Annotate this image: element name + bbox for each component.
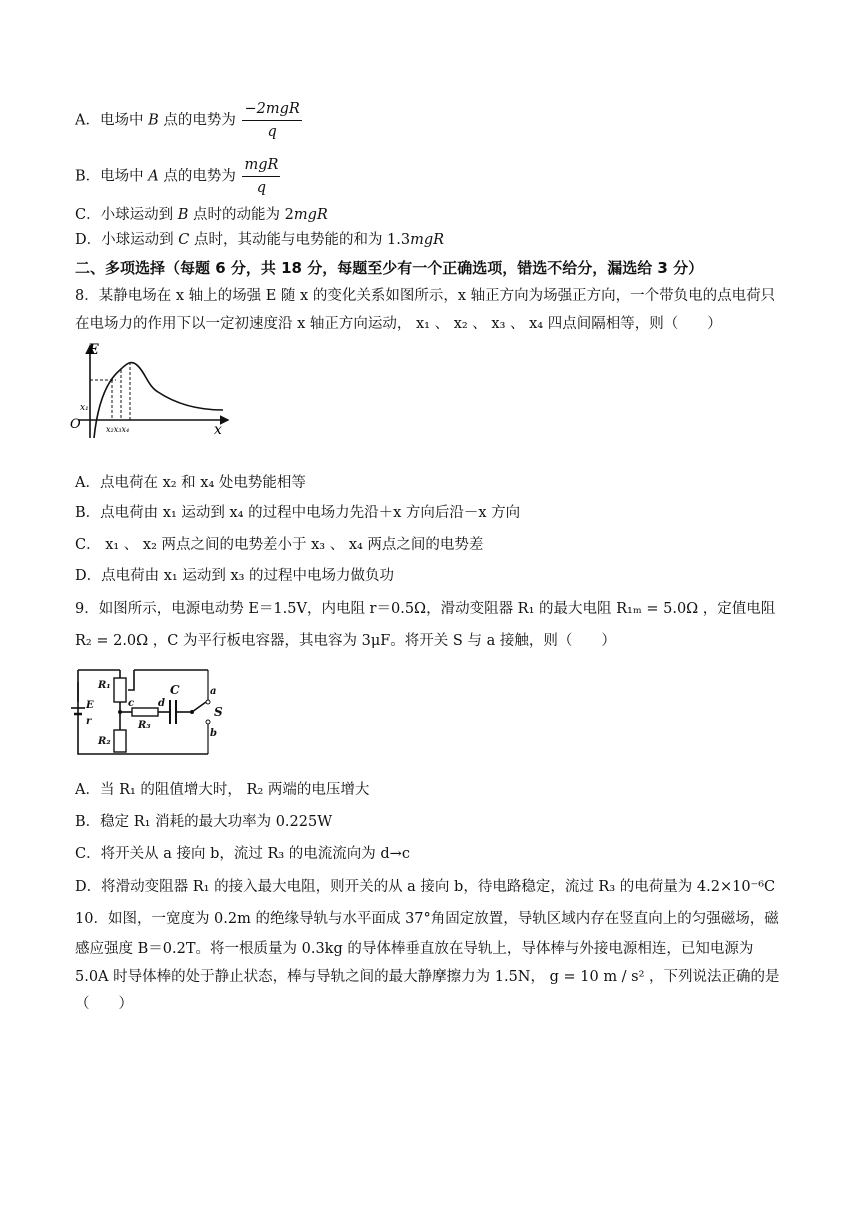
q9-stem-line1: 9．如图所示，电源电动势 E＝1.5V，内电阻 r＝0.5Ω，滑动变阻器 R₁ 的最大电阻 R₁ₘ = 5.0Ω ，定值电阻: [75, 601, 776, 617]
q10-stem-line2: 感应强度 B＝0.2T。将一根质量为 0.3kg 的导体棒垂直放在导轨上，导体棒与外接电源相连，已知电源为: [75, 941, 754, 957]
q7-b-var: A: [148, 168, 159, 185]
switch-label: S: [214, 705, 223, 719]
node-c-label: c: [128, 698, 135, 709]
q7-option-b: [75, 154, 280, 199]
r2-label: R₂: [98, 736, 111, 747]
q9-option-c: C．将开关从 a 接向 b，流过 R₃ 的电流流向为 d→c: [75, 846, 410, 862]
q7-a-numerator: −2mgR: [242, 98, 301, 121]
internal-r-label: r: [86, 716, 92, 727]
capacitor-label: C: [170, 683, 180, 697]
q8-e-x-graph: [68, 340, 238, 440]
q7-b-prefix: B．电场中: [75, 168, 144, 185]
r3-label: R₃: [138, 720, 151, 731]
x-axis-label: x: [214, 422, 222, 438]
x1-label: x₁: [80, 403, 89, 413]
q8-stem-line2: 在电场力的作用下以一定初速度沿 x 轴正方向运动， x₁ 、 x₂ 、 x₃ 、 x₄ 四点间隔相等，则（ ）: [75, 316, 722, 332]
q8-stem-line1: 8．某静电场在 x 轴上的场强 E 随 x 的变化关系如图所示，x 轴正方向为场强正方向，一个带负电的点电荷只: [75, 288, 776, 304]
q8-option-a: A．点电荷在 x₂ 和 x₄ 处电势能相等: [75, 475, 306, 491]
section-2-heading: 二、多项选择（每题 6 分，共 18 分，每题至少有一个正确选项，错选不给分，漏选给 3 分）: [75, 259, 704, 277]
q7-a-prefix: A．电场中: [75, 112, 144, 129]
q8-option-b: B．点电荷由 x₁ 运动到 x₄ 的过程中电场力先沿＋x 方向后沿－x 方向: [75, 505, 521, 521]
tick-labels: x₂x₃x₄: [106, 425, 130, 434]
q10-stem-line4: （ ）: [75, 996, 133, 1012]
q8-option-c: C． x₁ 、 x₂ 两点之间的电势差小于 x₃ 、 x₄ 两点之间的电势差: [75, 537, 484, 553]
contact-b: [206, 720, 210, 724]
q7-a-var: B: [148, 112, 159, 129]
q7-a-mid: 点的电势为: [163, 112, 236, 129]
node-d-label: d: [158, 698, 165, 709]
q7-b-denominator: q: [256, 180, 267, 196]
q7-c-val: mgR: [293, 207, 328, 223]
r1-resistor: [114, 678, 126, 702]
r1-slider: [128, 670, 134, 690]
q9-circuit-diagram: [70, 662, 230, 762]
q7-c-tail: 点时的动能为 2: [192, 207, 294, 223]
q10-stem-line3: 5.0A 时导体棒的处于静止状态，棒与导轨之间的最大静摩擦力为 1.5N， g = 10 m / s² ，下列说法正确的是: [75, 969, 780, 985]
q7-b-fraction: [242, 154, 280, 199]
q7-d-var: C: [178, 232, 190, 248]
e-axis-label: E: [88, 342, 99, 358]
switch-blade: [192, 702, 206, 712]
contact-a: [206, 700, 210, 704]
q7-option-a: [75, 98, 302, 143]
r1-label: R₁: [98, 680, 111, 691]
node-c: [118, 710, 122, 714]
q9-option-d: D．将滑动变阻器 R₁ 的接入最大电阻，则开关的从 a 接向 b，待电路稳定，流过 R₃ 的电荷量为 4.2×10⁻⁶C: [75, 879, 776, 895]
contact-a-label: a: [210, 686, 217, 697]
q9-option-b: B．稳定 R₁ 消耗的最大功率为 0.225W: [75, 814, 333, 830]
q7-d-tail: 点时，其动能与电势能的和为 1.3: [193, 232, 411, 248]
q7-c-var: B: [177, 207, 189, 223]
q7-option-d: [75, 230, 444, 250]
q7-d-val: mgR: [410, 232, 445, 248]
q7-a-denominator: q: [267, 124, 277, 140]
q9-option-a: A．当 R₁ 的阻值增大时， R₂ 两端的电压增大: [75, 782, 370, 798]
switch-pivot: [190, 710, 194, 714]
q7-b-numerator: mgR: [242, 154, 280, 177]
q9-stem-line2: R₂ = 2.0Ω ，C 为平行板电容器，其电容为 3μF。将开关 S 与 a 接触，则（ ）: [75, 633, 616, 649]
q7-a-fraction: [242, 98, 301, 143]
q7-d-text: D．小球运动到: [75, 232, 174, 248]
origin-label: O: [70, 417, 81, 432]
contact-b-label: b: [210, 728, 217, 739]
q7-b-mid: 点的电势为: [163, 168, 236, 185]
emf-label: E: [86, 700, 94, 711]
r2-resistor: [114, 730, 126, 752]
r3-resistor: [132, 708, 158, 716]
q7-option-c: [75, 205, 328, 225]
q7-c-text: C．小球运动到: [75, 207, 174, 223]
q10-stem-line1: 10．如图，一宽度为 0.2m 的绝缘导轨与水平面成 37°角固定放置，导轨区域内存在竖直向上的匀强磁场，磁: [75, 911, 779, 927]
q8-option-d: D．点电荷由 x₁ 运动到 x₃ 的过程中电场力做负功: [75, 568, 395, 584]
